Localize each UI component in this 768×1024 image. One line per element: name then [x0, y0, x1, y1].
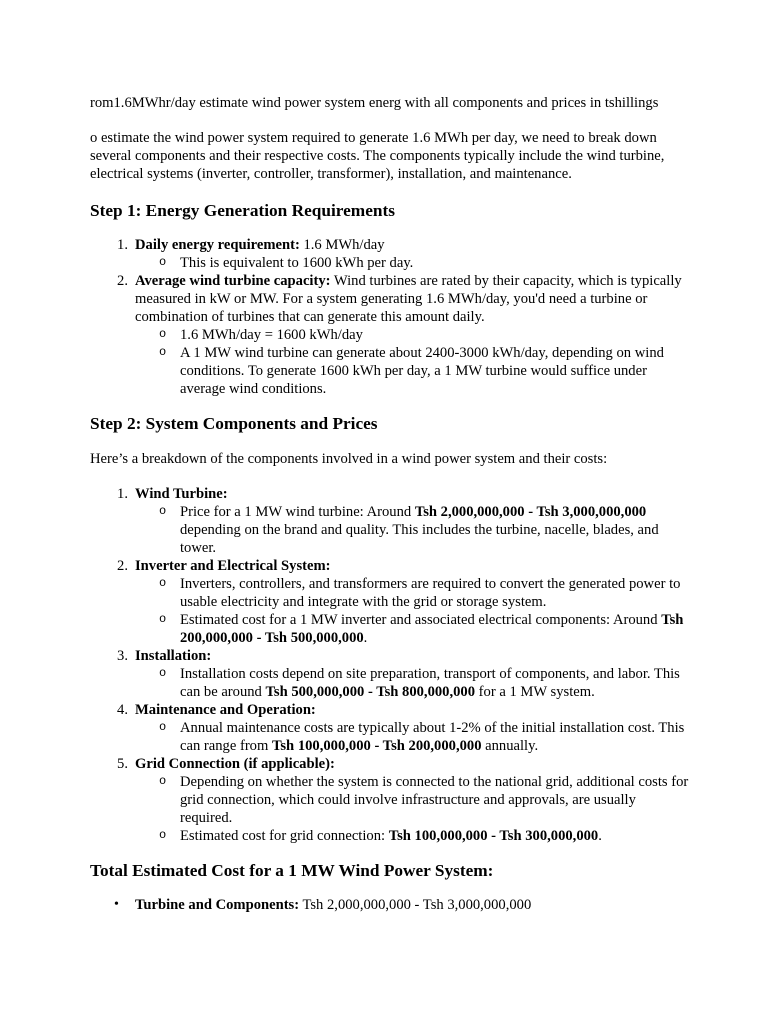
sub-post: .: [598, 828, 602, 844]
list-item: [90, 647, 690, 701]
sub-bullet-icon: o: [159, 576, 167, 590]
list-item: [90, 755, 690, 845]
sub-pre: Estimated cost for a 1 MW inverter and associated electrical components: Around: [180, 612, 662, 628]
item-text: Wind turbines are rated by their capacity, which is typically measured in kW or MW. For a system generating 1.6 MWh/day, you'd need a turbine or combination of turbines that can generate this amount daily.: [135, 273, 682, 325]
sub-list: [135, 773, 690, 845]
intro-question: rom1.6MWhr/day estimate wind power system energ with all components and prices in tshillings: [90, 95, 659, 111]
sub-bullet-icon: o: [159, 504, 167, 518]
sub-pre: Installation costs depend on site preparation, transport of components, and labor. This can be around: [180, 666, 680, 700]
list-item: [90, 701, 690, 755]
sub-post: .: [363, 630, 368, 646]
step1-list: [90, 236, 690, 398]
sub-bullet-icon: o: [159, 345, 167, 359]
sub-list: [135, 326, 690, 398]
document-page: [90, 94, 690, 914]
sub-item: [135, 575, 690, 611]
list-item: [90, 557, 690, 647]
sub-pre: Price for a 1 MW wind turbine: Around: [180, 504, 415, 520]
item-label: Turbine and Components:: [135, 897, 300, 913]
price-range: Tsh 500,000,000 - Tsh 800,000,000: [265, 684, 476, 700]
sub-list: [135, 665, 690, 701]
item-text: Tsh 2,000,000,000 - Tsh 3,000,000,000: [299, 897, 532, 913]
list-number: 5.: [117, 756, 128, 772]
price-range: Tsh 100,000,000 - Tsh 300,000,000: [388, 828, 599, 844]
item-label: Installation:: [135, 648, 212, 664]
sub-bullet-icon: o: [159, 255, 167, 269]
sub-bullet-icon: o: [159, 327, 167, 341]
item-label: Average wind turbine capacity:: [135, 273, 331, 289]
step2-list: [90, 485, 690, 845]
list-number: 1.: [117, 237, 128, 253]
list-item: [90, 896, 690, 914]
item-label: Grid Connection (if applicable):: [135, 756, 335, 772]
sub-list: [135, 503, 690, 557]
item-label: Daily energy requirement:: [135, 237, 300, 253]
sub-item: [135, 665, 690, 701]
total-list: [90, 896, 690, 914]
sub-item: [135, 611, 690, 647]
sub-item: [135, 254, 690, 272]
sub-list: [135, 575, 690, 647]
sub-bullet-icon: o: [159, 774, 167, 788]
sub-item: [135, 773, 690, 827]
sub-item: [135, 344, 690, 398]
sub-pre: Inverters, controllers, and transformers are required to convert the generated power to usable electricity and integrate with the grid or storage system.: [180, 576, 681, 610]
sub-item: [135, 827, 690, 845]
step2-lead: Here’s a breakdown of the components involved in a wind power system and their costs:: [90, 451, 608, 467]
item-label: Maintenance and Operation:: [135, 702, 316, 718]
price-range: Tsh 2,000,000,000 - Tsh 3,000,000,000: [414, 504, 647, 520]
sub-list: [135, 719, 690, 755]
list-number: 2.: [117, 558, 128, 574]
list-item: [90, 485, 690, 557]
item-label: Inverter and Electrical System:: [135, 558, 331, 574]
sub-item-text: 1.6 MWh/day = 1600 kWh/day: [180, 327, 363, 343]
price-range: Tsh 200,000,000 - Tsh 500,000,000: [180, 612, 684, 646]
sub-pre: Depending on whether the system is connected to the national grid, additional costs for grid connection, which could involve infrastructure and approvals, are usually required.: [180, 774, 689, 826]
sub-list: [135, 254, 690, 272]
step2-heading: Step 2: System Components and Prices: [90, 414, 378, 433]
sub-bullet-icon: o: [159, 828, 167, 842]
list-number: 3.: [117, 648, 128, 664]
sub-item: [135, 326, 690, 344]
step1-heading: Step 1: Energy Generation Requirements: [90, 201, 395, 220]
list-item: [90, 236, 690, 272]
item-text: 1.6 MWh/day: [299, 237, 385, 253]
intro-paragraph: o estimate the wind power system required to generate 1.6 MWh per day, we need to break down several components and their respective costs. The components typically include the wind turbine, electrical systems (inverter, controller, transformer), installation, and maintenance.: [90, 130, 665, 182]
sub-bullet-icon: o: [159, 612, 167, 626]
price-range: Tsh 100,000,000 - Tsh 200,000,000: [271, 738, 482, 754]
sub-item: [135, 719, 690, 755]
sub-post: annually.: [481, 738, 539, 754]
sub-pre: Annual maintenance costs are typically about 1-2% of the initial installation cost. This can range from: [180, 720, 685, 754]
sub-bullet-icon: o: [159, 666, 167, 680]
list-number: 4.: [117, 702, 128, 718]
sub-post: for a 1 MW system.: [475, 684, 595, 700]
item-label: Wind Turbine:: [135, 486, 228, 502]
sub-item: [135, 503, 690, 557]
sub-item-text: This is equivalent to 1600 kWh per day.: [180, 255, 414, 271]
list-number: 1.: [117, 486, 128, 502]
sub-bullet-icon: o: [159, 720, 167, 734]
list-number: 2.: [117, 273, 128, 289]
sub-item-text: A 1 MW wind turbine can generate about 2400-3000 kWh/day, depending on wind conditions. To generate 1600 kWh per day, a 1 MW turbine would suffice under average wind conditions.: [180, 345, 664, 397]
sub-pre: Estimated cost for grid connection:: [180, 828, 389, 844]
bullet-icon: •: [114, 897, 119, 912]
total-heading: Total Estimated Cost for a 1 MW Wind Power System:: [90, 861, 494, 880]
sub-post: depending on the brand and quality. This includes the turbine, nacelle, blades, and tower.: [180, 522, 659, 556]
list-item: [90, 272, 690, 398]
